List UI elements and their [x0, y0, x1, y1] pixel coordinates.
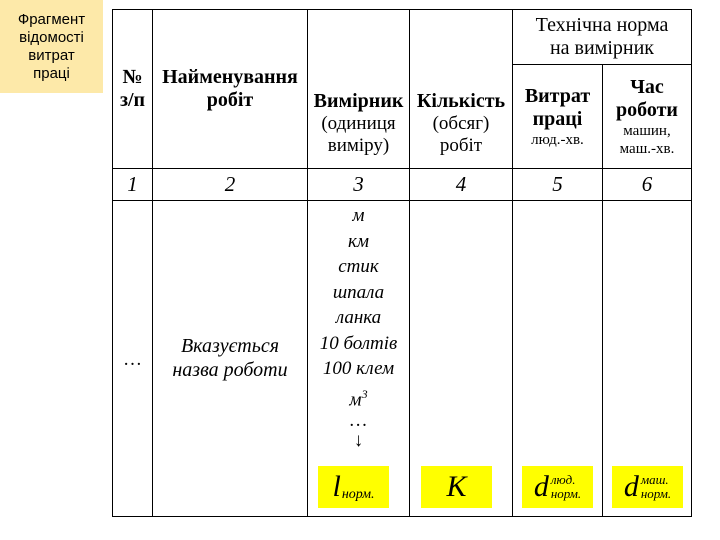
unit-item: 10 болтів [319, 332, 398, 354]
unit-item: стик [338, 256, 379, 277]
symbol-l-norm [318, 466, 389, 508]
column-number-6: 6 [641, 172, 653, 196]
column-number-5: 5 [552, 172, 563, 196]
down-arrow-icon: ↓ [353, 430, 364, 452]
unit-item: км [347, 230, 369, 252]
header-unit-subtitle: (одиниця виміру) [321, 113, 396, 156]
symbol-d-machine-subscript: норм. [640, 486, 672, 501]
row-number: … [123, 349, 142, 371]
row-work-name: Вказується назва роботи [172, 335, 288, 381]
unit-item-cubic-meter: $м^3$ [349, 386, 368, 410]
header-labor-title: Витрат праці [524, 84, 591, 130]
column-number-2: 2 [224, 172, 236, 196]
column-number-4: 4 [455, 172, 467, 196]
header-machine-title: Час роботи [616, 75, 678, 121]
unit-item: шпала [332, 281, 385, 303]
column-number-3: 3 [353, 172, 364, 196]
table-border-bottom [112, 516, 692, 517]
symbol-l-main: l [332, 470, 341, 503]
symbol-d-labor-indices [551, 473, 581, 501]
header-quantity [410, 10, 512, 168]
header-unit [308, 10, 409, 168]
symbol-k [421, 466, 492, 508]
unit-item: м [352, 205, 365, 226]
table-border-right [691, 9, 692, 517]
symbol-d-machine-superscript: маш. [640, 472, 669, 487]
header-number: № з/п [119, 66, 146, 111]
symbol-d-labor-subscript: норм. [550, 486, 582, 501]
symbol-k-main: K [446, 470, 467, 503]
row-unit-list [308, 201, 409, 461]
unit-item: 100 клем [322, 358, 395, 379]
symbol-d-machine [612, 466, 683, 508]
unit-item: ланка [335, 307, 382, 328]
header-name: Найменування робіт [162, 66, 298, 111]
header-machine-unit: машин, маш.-хв. [619, 122, 675, 157]
header-labor-cost [513, 65, 602, 168]
fragment-label-text: Фрагмент відомості витрат праці [17, 10, 86, 82]
symbol-d-machine-main: d [623, 470, 639, 503]
header-quantity-subtitle: (обсяг) робіт [432, 113, 490, 156]
fragment-label [0, 0, 103, 93]
header-technical-norm: Технічна норма на вимірник [535, 14, 669, 59]
symbol-d-labor [522, 466, 593, 508]
column-number-1: 1 [127, 172, 138, 196]
header-labor-unit: люд.-хв. [531, 131, 584, 148]
header-quantity-title: Кількість [416, 90, 506, 112]
symbol-d-labor-main: d [533, 470, 549, 503]
symbol-d-labor-superscript: люд. [550, 472, 576, 487]
symbol-l-subscript: норм. [341, 487, 375, 502]
header-unit-title: Вимірник [313, 90, 404, 112]
symbol-d-machine-indices [641, 473, 671, 501]
header-machine-time [603, 65, 691, 168]
unit-item-more: … [350, 410, 367, 432]
